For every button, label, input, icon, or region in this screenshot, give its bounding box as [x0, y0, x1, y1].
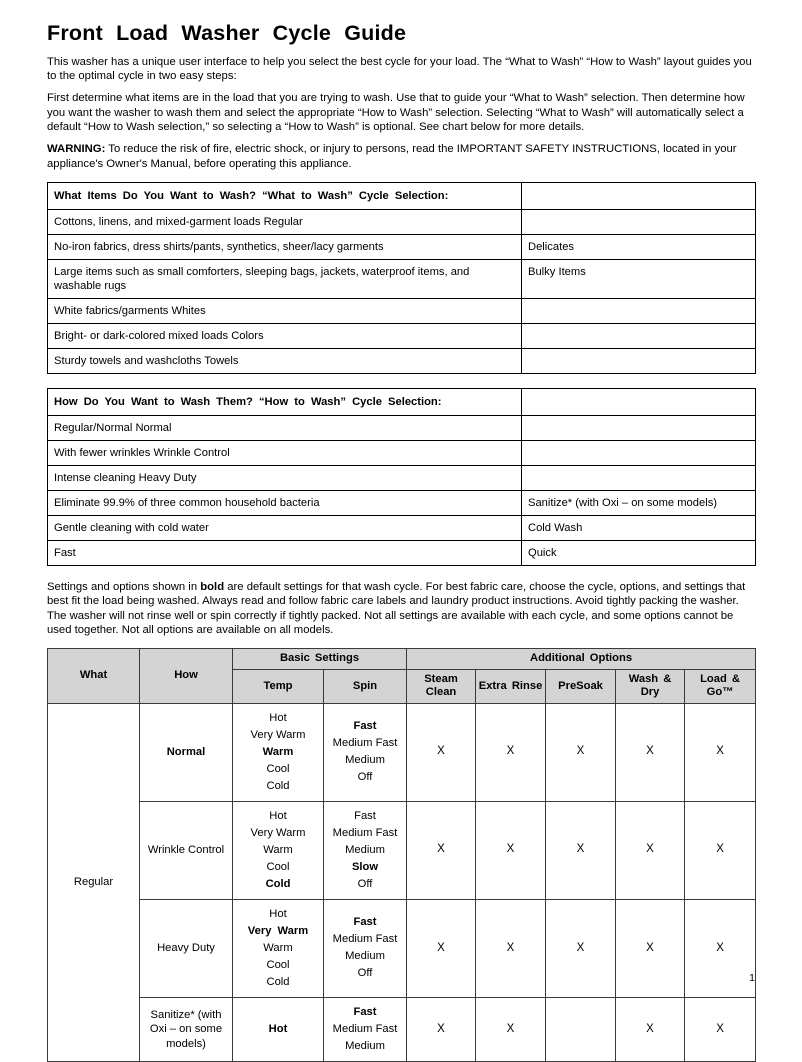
- how-to-wash-header-left: How Do You Want to Wash Them? “How to Wash” Cycle Selection:: [48, 389, 522, 416]
- what-to-wash-cycle: [522, 324, 756, 349]
- chart-extra-rinse: X: [476, 801, 546, 899]
- what-to-wash-item: Large items such as small comforters, sleeping bags, jackets, waterproof items, and washable rugs: [48, 260, 522, 299]
- chart-presoak: X: [546, 899, 616, 997]
- how-to-wash-cycle: Quick: [522, 541, 756, 566]
- table-row: [48, 466, 756, 491]
- intro-paragraph-2: First determine what items are in the load that you are trying to wash. Use that to guide your “What to Wash” selection. Then determine how you want the washer to wash them and select the appropriate “How to Wash” selection. Selecting “What to Wash” will automatically select a default “How to Wash selection,” so selecting a “How to Wash” is optional. See chart below for more details.: [47, 92, 745, 134]
- chart-option-item: Slow: [351, 860, 379, 873]
- what-to-wash-header-right: [522, 183, 756, 210]
- how-to-wash-item: Regular/Normal Normal: [48, 416, 522, 441]
- chart-how-label: Wrinkle Control: [140, 801, 233, 899]
- what-to-wash-cycle: [522, 349, 756, 374]
- chart-option-item: Medium Fast: [332, 737, 398, 750]
- chart-extra-rinse: X: [476, 703, 546, 801]
- what-to-wash-item: No-iron fabrics, dress shirts/pants, synthetics, sheer/lacy garments: [48, 235, 522, 260]
- chart-header-additional-options: Additional Options: [407, 649, 756, 669]
- chart-option-item: Warm: [263, 843, 293, 856]
- chart-extra-rinse: X: [476, 899, 546, 997]
- chart-header-extra-rinse: Extra Rinse: [476, 669, 546, 703]
- chart-option-item: Fast: [353, 916, 377, 929]
- chart-steam-clean: X: [407, 703, 476, 801]
- chart-header-how: How: [140, 649, 233, 703]
- page-number: 1: [749, 972, 755, 984]
- table-header-row: [48, 389, 756, 416]
- what-to-wash-item: Bright- or dark-colored mixed loads Colors: [48, 324, 522, 349]
- chart-option-item: Very Warm: [250, 728, 306, 741]
- chart-option-item: Off: [357, 771, 373, 784]
- what-to-wash-cycle: [522, 210, 756, 235]
- chart-option-item: Fast: [353, 1005, 377, 1018]
- chart-load-go: X: [685, 801, 756, 899]
- chart-option-item: Medium: [345, 843, 385, 856]
- chart-spin-options: [324, 997, 407, 1061]
- chart-row-sanitize: [48, 997, 756, 1061]
- chart-extra-rinse: X: [476, 997, 546, 1061]
- chart-presoak: [546, 997, 616, 1061]
- chart-option-item: Cool: [266, 762, 290, 775]
- chart-load-go: X: [685, 899, 756, 997]
- chart-how-label: Normal: [140, 703, 233, 801]
- chart-body: [48, 703, 756, 1061]
- table-row: [48, 349, 756, 374]
- table-row: [48, 299, 756, 324]
- chart-wash-dry: X: [616, 997, 685, 1061]
- table-row: [48, 491, 756, 516]
- table-header-row: [48, 183, 756, 210]
- note-text-before: Settings and options shown in: [47, 581, 201, 594]
- chart-option-item: Medium: [345, 754, 385, 767]
- chart-header-steam-clean: Steam Clean: [407, 669, 476, 703]
- how-to-wash-item: Gentle cleaning with cold water: [48, 516, 522, 541]
- what-to-wash-item: Sturdy towels and washcloths Towels: [48, 349, 522, 374]
- warning-label: WARNING:: [47, 143, 106, 156]
- table-row: [48, 516, 756, 541]
- chart-header-spin: Spin: [324, 669, 407, 703]
- chart-how-label: Heavy Duty: [140, 899, 233, 997]
- chart-row-wrinkle-control: [48, 801, 756, 899]
- chart-option-item: Hot: [269, 809, 287, 822]
- how-to-wash-cycle: [522, 441, 756, 466]
- intro-paragraph-1: This washer has a unique user interface to help you select the best cycle for your load. The “What to Wash” “How to Wash” layout guides you to the optimal cycle in two easy steps:: [47, 55, 752, 82]
- chart-option-item: Cold: [266, 779, 290, 792]
- chart-header-presoak: PreSoak: [546, 669, 616, 703]
- warning-paragraph: [47, 142, 755, 171]
- chart-option-item: Hot: [268, 1022, 288, 1035]
- what-to-wash-item: White fabrics/garments Whites: [48, 299, 522, 324]
- how-to-wash-item: Eliminate 99.9% of three common household bacteria: [48, 491, 522, 516]
- how-to-wash-item: Fast: [48, 541, 522, 566]
- chart-option-item: Cold: [265, 877, 291, 890]
- chart-option-item: Cold: [266, 975, 290, 988]
- how-to-wash-cycle: Sanitize* (with Oxi – on some models): [522, 491, 756, 516]
- what-to-wash-cycle: [522, 299, 756, 324]
- chart-option-item: Medium Fast: [332, 826, 398, 839]
- chart-option-item: Medium Fast: [332, 933, 398, 946]
- chart-steam-clean: X: [407, 801, 476, 899]
- chart-steam-clean: X: [407, 997, 476, 1061]
- chart-temp-options: [233, 703, 324, 801]
- chart-presoak: X: [546, 801, 616, 899]
- what-to-wash-header-left: What Items Do You Want to Wash? “What to Wash” Cycle Selection:: [48, 183, 522, 210]
- how-to-wash-cycle: Cold Wash: [522, 516, 756, 541]
- page-title: Front Load Washer Cycle Guide: [47, 21, 407, 45]
- chart-option-item: Off: [357, 967, 373, 980]
- chart-option-item: Fast: [353, 720, 377, 733]
- chart-load-go: X: [685, 997, 756, 1061]
- chart-header-what: What: [48, 649, 140, 703]
- table-row: [48, 210, 756, 235]
- note-bold-word: bold: [200, 581, 225, 594]
- chart-option-item: Medium: [345, 950, 385, 963]
- chart-option-item: Fast: [354, 809, 376, 822]
- chart-header-load-go: Load & Go™: [685, 669, 756, 703]
- how-to-wash-cycle: [522, 416, 756, 441]
- chart-temp-options: [233, 997, 324, 1061]
- chart-option-item: Very Warm: [247, 924, 309, 937]
- note-text-after: are default settings for that wash cycle. For best fabric care, choose the cycle, options, and settings that best fit the load being washed. Always read and follow fabric care labels and laundry product instructions. Avoid tightly packing the washer. The washer will not rinse well or spin correctly if tightly packed. Not all settings are available with each cycle, and some options cannot be used together. Not all options are available on all models.: [47, 581, 746, 637]
- chart-spin-options: [324, 703, 407, 801]
- chart-what-regular: Regular: [48, 703, 140, 1061]
- table-row: [48, 541, 756, 566]
- chart-option-item: Cool: [266, 958, 290, 971]
- chart-wash-dry: X: [616, 899, 685, 997]
- chart-how-label: Sanitize* (with Oxi – on some models): [140, 997, 233, 1061]
- chart-option-item: Hot: [269, 711, 287, 724]
- chart-spin-options: [324, 801, 407, 899]
- what-to-wash-cycle: Bulky Items: [522, 260, 756, 299]
- chart-wash-dry: X: [616, 801, 685, 899]
- document-content: [47, 22, 755, 1062]
- how-to-wash-header-right: [522, 389, 756, 416]
- chart-header-temp: Temp: [233, 669, 324, 703]
- table-row: [48, 416, 756, 441]
- what-to-wash-cycle: Delicates: [522, 235, 756, 260]
- chart-row-normal: [48, 703, 756, 801]
- table-row: [48, 235, 756, 260]
- chart-presoak: X: [546, 703, 616, 801]
- table-row: [48, 324, 756, 349]
- chart-option-item: Warm: [262, 745, 294, 758]
- chart-header-basic-settings: Basic Settings: [233, 649, 407, 669]
- warning-text: To reduce the risk of fire, electric shock, or injury to persons, read the IMPORTANT SAFETY INSTRUCTIONS, located in your appliance's Owner's Manual, before operating this appliance.: [47, 143, 737, 170]
- chart-option-item: Very Warm: [250, 826, 306, 839]
- chart-header-wash-dry: Wash & Dry: [616, 669, 685, 703]
- what-to-wash-table: [47, 182, 756, 374]
- chart-option-item: Medium: [345, 1040, 385, 1052]
- table-row: [48, 260, 756, 299]
- how-to-wash-item: Intense cleaning Heavy Duty: [48, 466, 522, 491]
- chart-steam-clean: X: [407, 899, 476, 997]
- how-to-wash-cycle: [522, 466, 756, 491]
- chart-wash-dry: X: [616, 703, 685, 801]
- chart-option-item: Medium Fast: [332, 1022, 398, 1035]
- settings-chart: [47, 648, 756, 1062]
- what-to-wash-item: Cottons, linens, and mixed-garment loads Regular: [48, 210, 522, 235]
- chart-option-item: Cool: [266, 860, 290, 873]
- chart-load-go: X: [685, 703, 756, 801]
- chart-option-item: Warm: [263, 941, 293, 954]
- chart-option-item: Off: [357, 877, 373, 890]
- how-to-wash-item: With fewer wrinkles Wrinkle Control: [48, 441, 522, 466]
- chart-header-row-1: [48, 649, 756, 669]
- chart-temp-options: [233, 801, 324, 899]
- settings-note: [47, 580, 755, 637]
- how-to-wash-table: [47, 388, 756, 566]
- table-row: [48, 441, 756, 466]
- chart-option-item: Hot: [269, 907, 287, 920]
